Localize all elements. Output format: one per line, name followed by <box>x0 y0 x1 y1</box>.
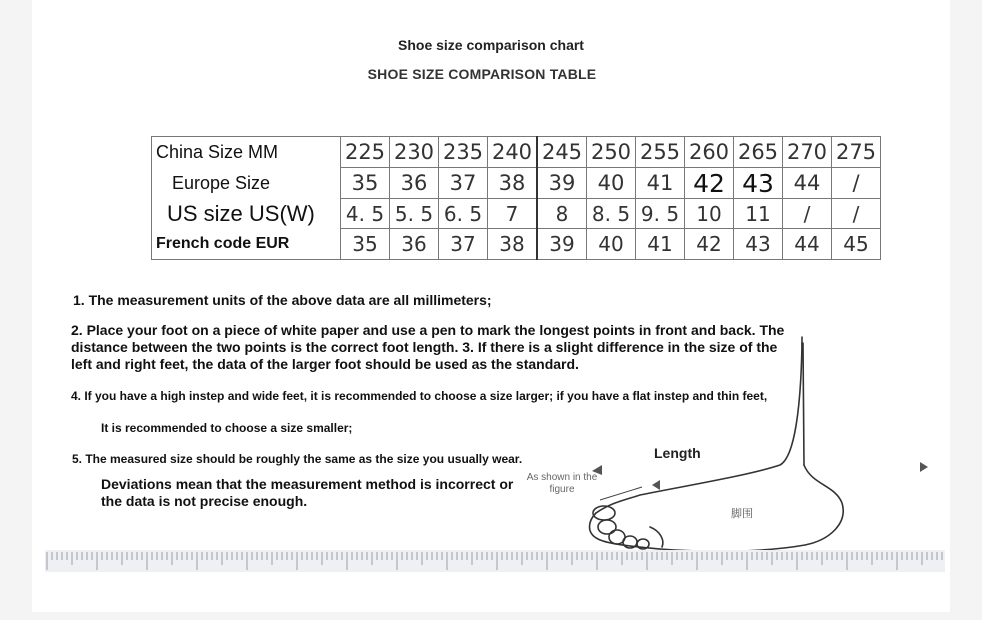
table-cell: 40 <box>587 168 636 199</box>
note-6: Deviations mean that the measurement method is incorrect or the data is not precise enough. <box>101 476 514 509</box>
table-cell: 8. 5 <box>587 199 636 229</box>
table-cell: 11 <box>734 199 783 229</box>
table-cell: 36 <box>390 168 439 199</box>
page-subtitle: SHOE SIZE COMPARISON TABLE <box>367 66 597 82</box>
table-cell: 235 <box>439 137 488 168</box>
table-row-europe <box>152 168 881 199</box>
table-cell: 260 <box>685 137 734 168</box>
row-label: French code EUR <box>152 229 341 260</box>
table-cell: 40 <box>587 229 636 260</box>
table-cell: 39 <box>537 168 587 199</box>
table-cell: 35 <box>341 229 390 260</box>
table-cell: 43 <box>734 168 783 199</box>
foot-circumference-label: 脚围 <box>731 508 753 520</box>
table-cell: 37 <box>439 168 488 199</box>
table-cell: 255 <box>636 137 685 168</box>
table-cell: 38 <box>488 168 538 199</box>
table-cell: 39 <box>537 229 587 260</box>
table-cell: 43 <box>734 229 783 260</box>
table-row-china <box>152 137 881 168</box>
note-2: 2. Place your foot on a piece of white paper and use a pen to mark the longest points in front and back. The distance between the two points is the correct foot length. 3. If there is a slight difference in the size of the left and right feet, the data of the larger foot should be used as the standard. <box>71 322 785 372</box>
length-label: Length <box>654 445 701 461</box>
table-cell: / <box>783 199 832 229</box>
table-cell: 245 <box>537 137 587 168</box>
note-1: 1. The measurement units of the above data are all millimeters; <box>73 292 492 308</box>
table-cell: / <box>832 168 881 199</box>
table-cell: 270 <box>783 137 832 168</box>
table-cell: 9. 5 <box>636 199 685 229</box>
table-cell: 41 <box>636 168 685 199</box>
table-cell: 10 <box>685 199 734 229</box>
table-row-french <box>152 229 881 260</box>
table-cell: 42 <box>685 168 734 199</box>
table-cell: / <box>832 199 881 229</box>
row-label: China Size MM <box>152 137 341 168</box>
table-cell: 240 <box>488 137 538 168</box>
table-cell: 4. 5 <box>341 199 390 229</box>
shown-in-figure-label: As shown in the figure <box>526 472 598 495</box>
note-4: 4. If you have a high instep and wide feet, it is recommended to choose a size larger; if you have a flat instep and thin feet, <box>71 389 768 403</box>
table-cell: 265 <box>734 137 783 168</box>
table-cell: 35 <box>341 168 390 199</box>
table-cell: 7 <box>488 199 538 229</box>
table-cell: 6. 5 <box>439 199 488 229</box>
table-cell: 250 <box>587 137 636 168</box>
table-cell: 36 <box>390 229 439 260</box>
row-label: US size US(W) <box>152 199 341 229</box>
foot-outline-icon <box>580 335 950 560</box>
table-cell: 38 <box>488 229 538 260</box>
table-cell: 37 <box>439 229 488 260</box>
table-cell: 225 <box>341 137 390 168</box>
size-comparison-table <box>151 136 881 260</box>
note-5: 5. The measured size should be roughly the same as the size you usually wear. <box>72 452 523 466</box>
table-row-us <box>152 199 881 229</box>
table-cell: 230 <box>390 137 439 168</box>
note-4-continued: It is recommended to choose a size smaller; <box>101 421 353 435</box>
table-cell: 275 <box>832 137 881 168</box>
table-cell: 45 <box>832 229 881 260</box>
table-cell: 44 <box>783 168 832 199</box>
table-cell: 8 <box>537 199 587 229</box>
page-title: Shoe size comparison chart <box>398 37 584 53</box>
ruler-icon <box>45 548 945 574</box>
table-cell: 5. 5 <box>390 199 439 229</box>
table-cell: 41 <box>636 229 685 260</box>
row-label: Europe Size <box>152 168 341 199</box>
table-cell: 42 <box>685 229 734 260</box>
table-cell: 44 <box>783 229 832 260</box>
